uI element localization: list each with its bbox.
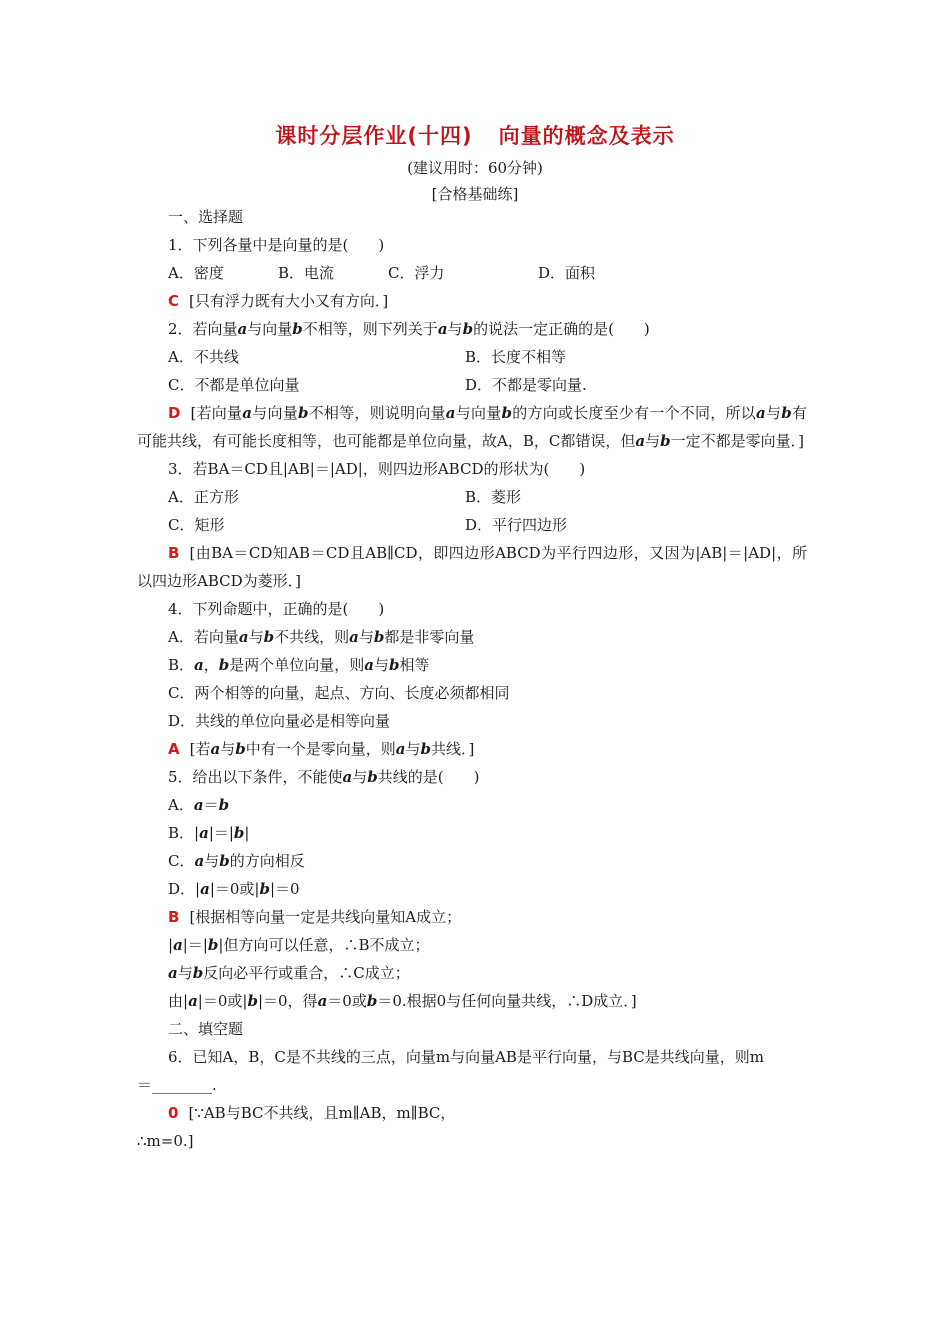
q4-option-d: D．共线的单位向量必是相等向量 [168, 712, 391, 730]
q3-options-row2 [137, 511, 807, 539]
q4-option-a: A．若向量a与b不共线，则a与b都是非零向量 [168, 628, 475, 646]
q5-explanation-1: B [根据相等向量一定是共线向量知A成立； [168, 908, 462, 926]
q1-explanation: C [只有浮力既有大小又有方向．] [168, 292, 389, 310]
q1-option-a: A．密度 [168, 264, 224, 282]
q1-option-c: C．浮力 [388, 264, 445, 282]
q3-option-b: B．菱形 [465, 488, 522, 506]
q3-option-d: D．平行四边形 [465, 516, 568, 534]
q6-explanation-2: ∴m=0.] [137, 1132, 194, 1150]
q5-option-d: D．|a|＝0或|b|＝0 [168, 880, 300, 898]
q3-option-a: A．正方形 [168, 488, 239, 506]
q3-answer: B [168, 544, 180, 562]
q4-explanation: A [若a与b中有一个是零向量，则a与b共线．] [168, 740, 475, 758]
q1-answer: C [168, 292, 180, 310]
q6-explanation-1: 0 [∵AB与BC不共线，且m∥AB，m∥BC， [168, 1104, 456, 1122]
q1-option-d: D．面积 [538, 264, 596, 282]
q4-option-c: C．两个相等的向量，起点、方向、长度必须都相同 [168, 684, 510, 702]
title-part-2: 向量的概念及表示 [498, 124, 675, 148]
q2-answer: D [168, 404, 181, 422]
q5-explanation-3: a与b反向必平行或重合，∴C成立； [168, 964, 410, 982]
q5-explanation-2: |a|＝|b|但方向可以任意，∴B不成立； [168, 936, 430, 954]
q2-options-row1 [137, 343, 807, 371]
q5-option-a: A．a＝b [168, 796, 230, 814]
q5-option-b: B．|a|＝|b| [168, 824, 250, 842]
q2-stem: 2．若向量a与向量b不相等，则下列关于a与b的说法一定正确的是( ) [168, 320, 650, 338]
part-heading-choice: 一、选择题 [168, 208, 244, 226]
q2-option-c: C．不都是单位向量 [168, 376, 300, 394]
q1-options [137, 259, 807, 287]
q6-stem-2: ＝________. [137, 1076, 217, 1094]
q2-options-row2 [137, 371, 807, 399]
q5-explanation-4: 由|a|＝0或|b|＝0，得a＝0或b＝0.根据0与任何向量共线，∴D成立．] [168, 992, 637, 1010]
q6-answer: 0 [168, 1104, 179, 1122]
q5-stem: 5．给出以下条件，不能使a与b共线的是( ) [168, 768, 480, 786]
section-label: [合格基础练] [431, 185, 519, 203]
time-suggestion: (建议用时：60分钟) [407, 159, 543, 177]
q2-option-b: B．长度不相等 [465, 348, 567, 366]
q3-stem: 3．若BA＝CD且|AB|＝|AD|，则四边形ABCD的形状为( ) [168, 460, 586, 478]
page-title [0, 120, 950, 150]
q1-option-b: B．电流 [278, 264, 335, 282]
title-part-1: 课时分层作业(十四) [275, 124, 473, 148]
content [137, 203, 807, 1155]
q3-options-row1 [137, 483, 807, 511]
q6-stem-1: 6．已知A，B，C是不共线的三点，向量m与向量AB是平行向量，与BC是共线向量，则m [168, 1048, 764, 1066]
q2-option-d: D．不都是零向量. [465, 376, 587, 394]
part-heading-fill: 二、填空题 [168, 1020, 244, 1038]
q4-stem: 4．下列命题中，正确的是( ) [168, 600, 385, 618]
q4-option-b: B．a，b是两个单位向量，则a与b相等 [168, 656, 430, 674]
q3-option-c: C．矩形 [168, 516, 225, 534]
q3-explanation: B [由BA＝CD知AB＝CD且AB∥CD，即四边形ABCD为平行四边形，又因为|AB|＝|AD|，所以四边形ABCD为菱形．] [137, 544, 807, 590]
q5-answer: B [168, 908, 180, 926]
q2-explanation: D [若向量a与向量b不相等，则说明向量a与向量b的方向或长度至少有一个不同，所以a与b有可能共线，有可能长度相等，也可能都是单位向量，故A，B，C都错误，但a与b一定不都是零向量．] [137, 404, 807, 450]
q4-answer: A [168, 740, 180, 758]
q1-stem: 1．下列各量中是向量的是( ) [168, 236, 385, 254]
q2-option-a: A．不共线 [168, 348, 239, 366]
q5-option-c: C．a与b的方向相反 [168, 852, 305, 870]
